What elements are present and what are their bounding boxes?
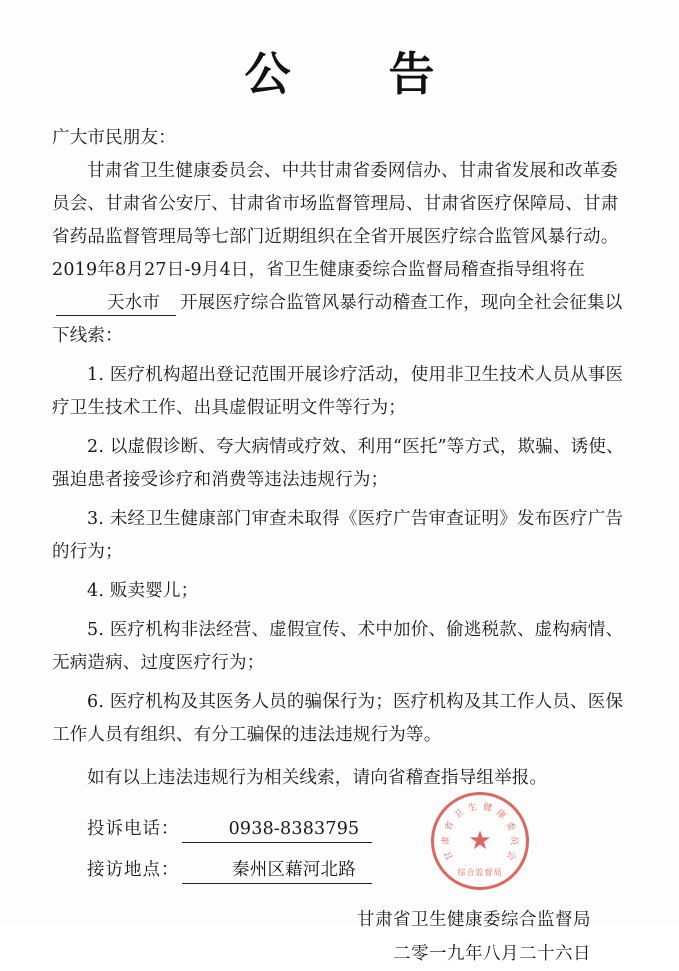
reception-address-label: 接访地点： xyxy=(87,859,180,880)
seal-ring-text: 甘 肃 省 卫 生 健 康 委 员 会 xyxy=(441,802,519,862)
list-item: 6. 医疗机构及其医务人员的骗保行为；医疗机构及其工作人员、医保工作人员有组织、有分工骗保的违法违规行为等。 xyxy=(52,692,624,745)
issuer-name: 甘肃省卫生健康委综合监督局 xyxy=(357,909,591,930)
complaint-phone-label: 投诉电话： xyxy=(87,818,180,839)
list-item: 5. 医疗机构非法经营、虚假宣传、术中加价、偷逃税款、虚构病情、无病造病、过度医疗行为； xyxy=(52,620,624,673)
document-body xyxy=(52,122,627,971)
closing-paragraph: 如有以上违法违规行为相关线索，请向省稽查指导组举报。 xyxy=(87,768,548,788)
city-blank-field[interactable]: 天水市 xyxy=(56,291,176,316)
seal-star-icon: ★ xyxy=(468,826,492,856)
list-item: 1. 医疗机构超出登记范围开展诊疗活动，使用非卫生技术人员从事医疗卫生技术工作、出具虚假证明文件等行为； xyxy=(52,365,624,418)
page-title: 公 告 xyxy=(244,47,461,101)
complaint-phone-value[interactable]: 0938-8383795 xyxy=(182,816,372,843)
list-item: 2. 以虚假诊断、夸大病情或疗效、利用“医托”等方式，欺骗、诱使、强迫患者接受诊疗和消费等违法违规行为； xyxy=(52,437,624,490)
main-paragraph-part2: 开展医疗综合监管风暴行动稽查工作，现向全社会征集以下线索： xyxy=(52,293,623,346)
list-item: 4. 贩卖婴儿； xyxy=(87,581,199,601)
reception-address-row xyxy=(52,854,627,887)
issue-date: 二零一九年八月二十六日 xyxy=(393,943,591,964)
list-item: 3. 未经卫生健康部门审查未取得《医疗广告审查证明》发布医疗广告的行为； xyxy=(52,509,624,562)
signature-block xyxy=(52,903,627,971)
seal-bottom-text: 综合监督局 xyxy=(457,868,503,877)
reception-address-value[interactable]: 秦州区藉河北路 xyxy=(182,857,372,884)
complaint-phone-row xyxy=(52,813,627,846)
main-paragraph-part1: 甘肃省卫生健康委员会、中共甘肃省委网信办、甘肃省发展和改革委员会、甘肃省公安厅、甘肃省市场监督管理局、甘肃省医疗保障局、甘肃省药品监督管理局等七部门近期组织在全省开展医疗综合监管风暴行动。2019年8月27日-9月4日，省卫生健康委综合监督局稽查指导组将在 xyxy=(52,161,619,280)
salutation: 广大市民朋友： xyxy=(52,128,176,148)
main-paragraph xyxy=(52,155,627,353)
